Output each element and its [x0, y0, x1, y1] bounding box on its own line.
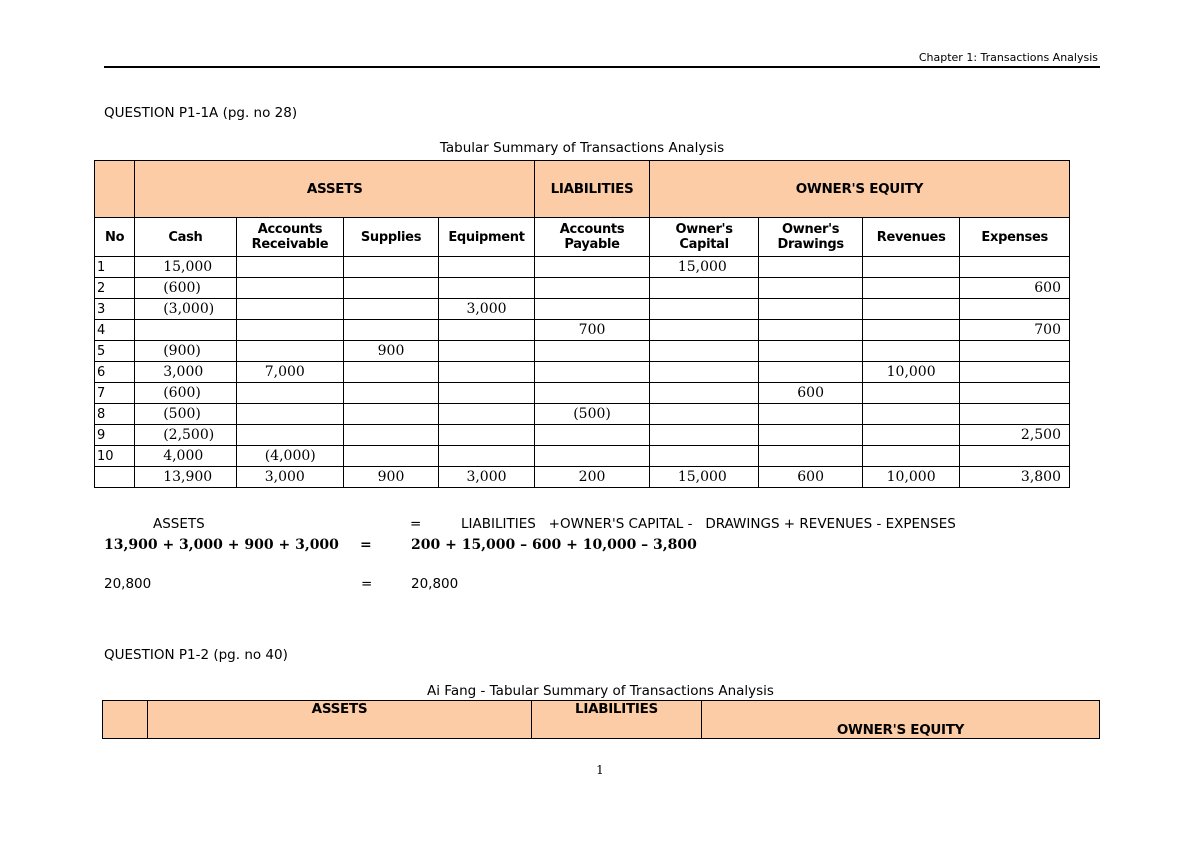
group-header-liabilities: LIABILITIES	[535, 161, 650, 218]
table-caption-p1-1a: Tabular Summary of Transactions Analysis	[439, 140, 725, 156]
equation-right-sum: 200 + 15,000 – 600 + 10,000 – 3,800	[411, 537, 697, 553]
group-header-blank	[95, 161, 135, 218]
group-header-blank	[103, 701, 148, 739]
equation-assets-label: ASSETS	[153, 516, 205, 532]
group-header-owners-equity: OWNER'S EQUITY	[702, 701, 1100, 739]
col-header-cash: Cash	[135, 218, 237, 257]
table-row: 4 700 700	[95, 320, 1070, 341]
transactions-table-p1-2	[102, 700, 1100, 739]
col-header-supplies: Supplies	[344, 218, 438, 257]
group-header-liabilities: LIABILITIES	[532, 701, 702, 739]
table-caption-p1-2: Ai Fang - Tabular Summary of Transactions Analysis	[427, 683, 774, 699]
equation-assets-total: 20,800	[104, 576, 152, 592]
question-title-p1-2: QUESTION P1-2 (pg. no 40)	[104, 647, 288, 663]
table-row: 10 4,000 (4,000)	[95, 446, 1070, 467]
table-row: 5 (900) 900	[95, 341, 1070, 362]
equation-equals-1: =	[410, 516, 422, 532]
equation-equals-2: =	[360, 537, 372, 553]
col-header-equipment: Equipment	[438, 218, 535, 257]
col-header-accounts-payable: Accounts Payable	[535, 218, 650, 257]
col-header-revenues: Revenues	[862, 218, 959, 257]
equation-right-total: 20,800	[411, 576, 459, 592]
table-row: 8 (500) (500)	[95, 404, 1070, 425]
group-header-owners-equity: OWNER'S EQUITY	[649, 161, 1069, 218]
table-row: 7 (600) 600	[95, 383, 1070, 404]
table-row: 6 3,000 7,000 10,000	[95, 362, 1070, 383]
header-rule	[104, 66, 1100, 68]
col-header-owners-drawings: Owner's Drawings	[759, 218, 863, 257]
col-header-expenses: Expenses	[960, 218, 1070, 257]
col-header-owners-capital: Owner's Capital	[649, 218, 759, 257]
table-row: 9 (2,500) 2,500	[95, 425, 1070, 446]
chapter-header: Chapter 1: Transactions Analysis	[918, 51, 1098, 64]
col-header-accounts-receivable: Accounts Receivable	[236, 218, 344, 257]
question-title-p1-1a: QUESTION P1-1A (pg. no 28)	[104, 105, 298, 121]
table-row: 1 15,000 15,000	[95, 257, 1070, 278]
group-header-assets: ASSETS	[148, 701, 532, 739]
transactions-table-p1-1a	[94, 160, 1070, 488]
equation-equals-3: =	[361, 576, 373, 592]
table-row: 3 (3,000) 3,000	[95, 299, 1070, 320]
equation-assets-sum: 13,900 + 3,000 + 900 + 3,000	[104, 537, 339, 553]
col-header-no: No	[95, 218, 135, 257]
group-header-assets: ASSETS	[135, 161, 535, 218]
table-row: 2 (600) 600	[95, 278, 1070, 299]
totals-row: 13,900 3,000 900 3,000 200 15,000 600 10,000 3,800	[95, 467, 1070, 488]
page-number: 1	[596, 763, 604, 777]
equation-right-label: LIABILITIES +OWNER'S CAPITAL - DRAWINGS + REVENUES - EXPENSES	[461, 516, 956, 532]
